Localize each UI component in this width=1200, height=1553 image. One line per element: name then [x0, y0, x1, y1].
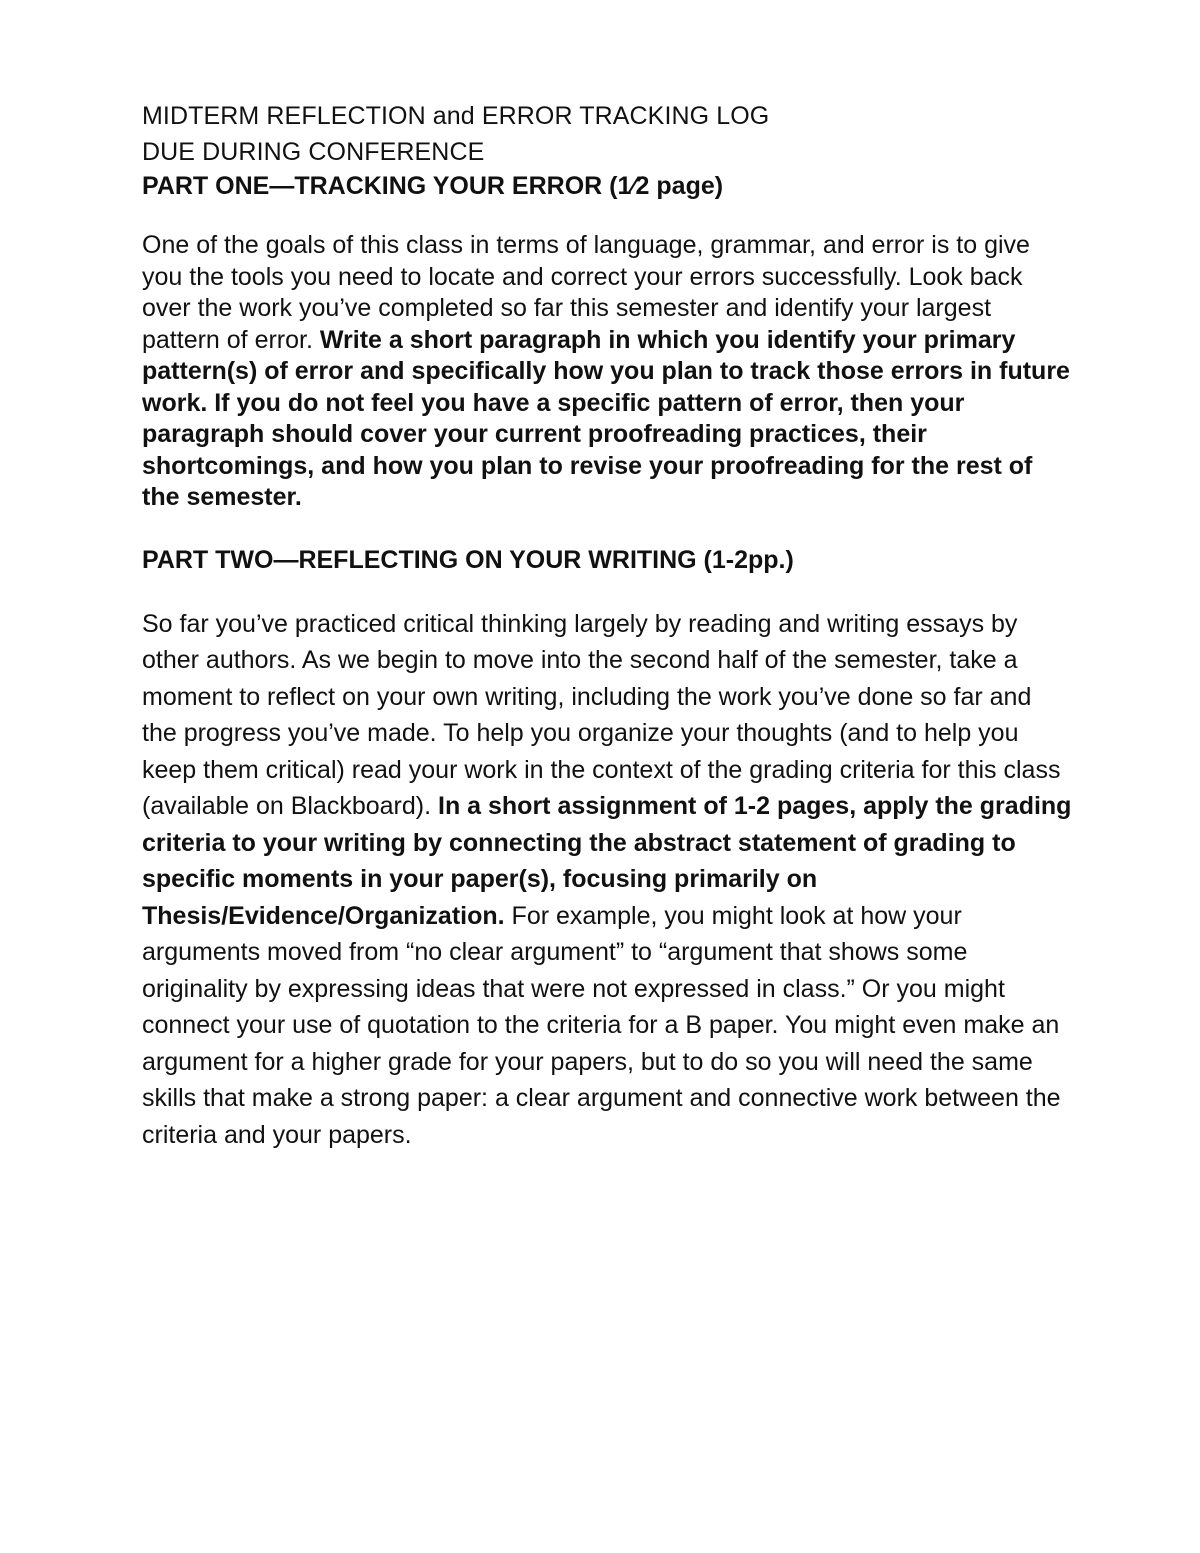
part-two-assignment-text: In a short assignment of 1-2 pages, apply the grading criteria to your writing by connecting the abstract statement of grading to specific moments in your paper(s), focusing primarily on Thesis/Evidence/Organization.	[142, 792, 1072, 930]
document-page	[142, 98, 1072, 1153]
part-one-paragraph	[142, 230, 1072, 514]
part-two-paragraph	[142, 606, 1072, 1154]
part-one-assignment-text: Write a short paragraph in which you identify your primary pattern(s) of error and specifically how you plan to track those errors in future work. If you do not feel you have a specific pattern of error, then your paragraph should cover your current proofreading practices, their shortcomings, and how you plan to revise your proofreading for the rest of the semester.	[142, 325, 1070, 511]
part-two-example-text: For example, you might look at how your arguments moved from “no clear argument” to “argument that shows some originality by expressing ideas that were not expressed in class.” Or you might connect your use of quotation to the criteria for a B paper. You might even make an argument for a higher grade for your papers, but to do so you will need the same skills that make a strong paper: a clear argument and connective work between the criteria and your papers.	[142, 901, 1061, 1149]
part-two-intro-text: So far you’ve practiced critical thinking largely by reading and writing essays by other authors. As we begin to move into the second half of the semester, take a moment to reflect on your own writing, including the work you’ve done so far and the progress you’ve made. To help you organize your thoughts (and to help you keep them critical) read your work in the context of the grading criteria for this class (available on Blackboard).	[142, 609, 1061, 820]
document-due-note: DUE DURING CONFERENCE	[142, 138, 485, 166]
document-title: MIDTERM REFLECTION and ERROR TRACKING LOG	[142, 102, 770, 130]
part-one-instructions-text: One of the goals of this class in terms of language, grammar, and error is to give you the tools you need to locate and correct your errors successfully. Look back over the work you’ve completed so far this semester and identify your largest pattern of error.	[142, 231, 1030, 354]
part-one-heading: PART ONE—TRACKING YOUR ERROR (1⁄2 page)	[142, 172, 724, 200]
part-two-heading: PART TWO—REFLECTING ON YOUR WRITING (1-2pp.)	[142, 545, 794, 574]
